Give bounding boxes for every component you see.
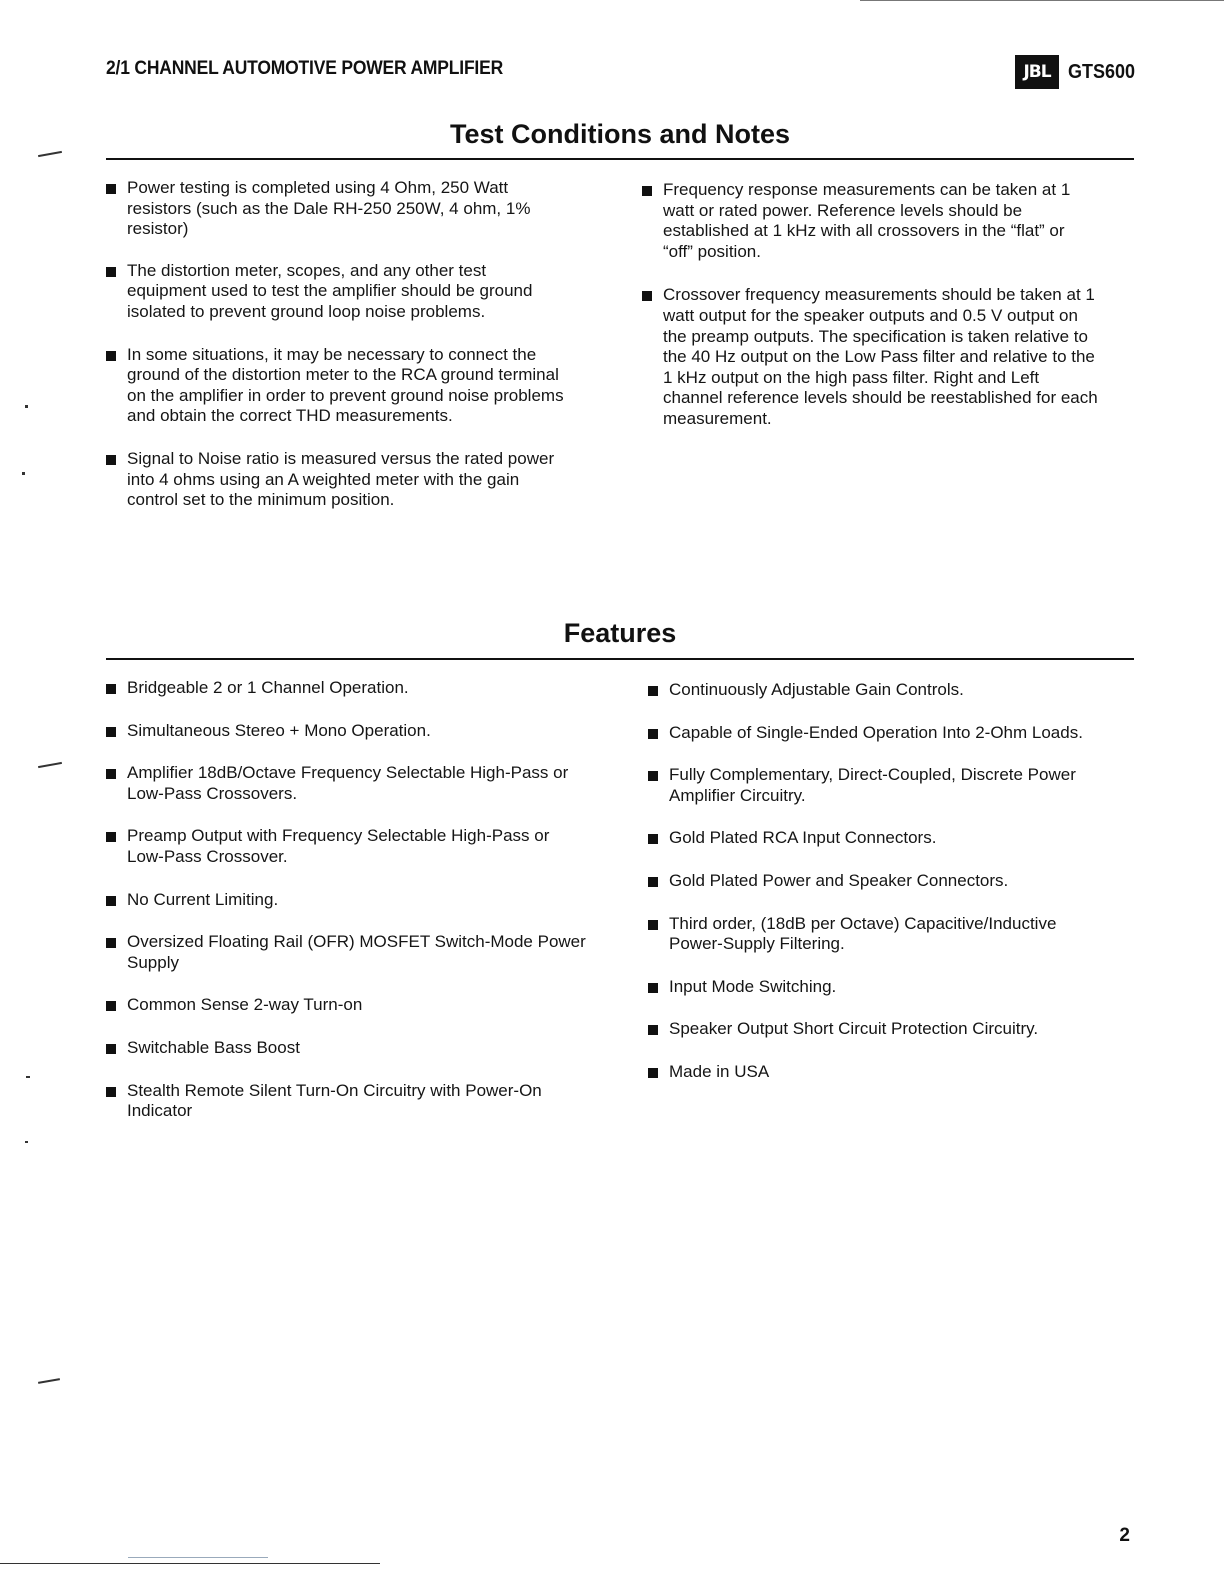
page-number: 2 <box>1119 1525 1130 1546</box>
list-item: The distortion meter, scopes, and any other test equipment used to test the amplifier should be ground isolated to prevent ground loop noise problems. <box>106 261 626 323</box>
list-item: Stealth Remote Silent Turn-On Circuitry with Power-On Indicator <box>106 1081 636 1122</box>
section-divider <box>106 158 1134 160</box>
bullet-icon <box>106 769 116 779</box>
features-title: Features <box>563 618 677 648</box>
scan-edge-line <box>860 0 1224 1</box>
bullet-icon <box>648 686 658 696</box>
list-item: Fully Complementary, Direct-Coupled, Discrete Power Amplifier Circuitry. <box>648 765 1148 806</box>
list-item: Frequency response measurements can be taken at 1 watt or rated power. Reference levels should be established at 1 kHz with all crossovers in the “flat” or “off” position. <box>642 180 1142 262</box>
list-item: In some situations, it may be necessary to connect the ground of the distortion meter to the RCA ground terminal on the amplifier in order to prevent ground noise problems and obtain the correct THD measurements. <box>106 345 626 427</box>
list-item: Input Mode Switching. <box>648 977 1148 998</box>
bullet-icon <box>106 351 116 361</box>
bullet-icon <box>106 1087 116 1097</box>
bullet-icon <box>648 1068 658 1078</box>
bullet-icon <box>106 1044 116 1054</box>
list-item: Signal to Noise ratio is measured versus the rated power into 4 ohms using an A weighted meter with the gain control set to the minimum position. <box>106 449 626 511</box>
bullet-icon <box>106 455 116 465</box>
scan-bottom-line <box>0 1563 380 1564</box>
list-item: Gold Plated Power and Speaker Connectors. <box>648 871 1148 892</box>
bullet-icon <box>648 920 658 930</box>
bullet-icon <box>642 186 652 196</box>
list-item: Simultaneous Stereo + Mono Operation. <box>106 721 636 742</box>
list-item: Speaker Output Short Circuit Protection Circuitry. <box>648 1019 1148 1040</box>
jbl-logo <box>1015 55 1059 89</box>
bullet-icon <box>648 983 658 993</box>
margin-mark <box>38 762 62 768</box>
model-number: GTS600 <box>1068 61 1136 83</box>
list-item: Amplifier 18dB/Octave Frequency Selectable High-Pass or Low-Pass Crossovers. <box>106 763 636 804</box>
bullet-icon <box>106 267 116 277</box>
margin-mark <box>38 1378 60 1384</box>
list-item: Continuously Adjustable Gain Controls. <box>648 680 1148 701</box>
bullet-icon <box>106 896 116 906</box>
bullet-icon <box>648 1025 658 1035</box>
margin-mark <box>26 1076 30 1078</box>
margin-mark <box>25 1141 28 1143</box>
bullet-icon <box>106 184 116 194</box>
bullet-icon <box>648 834 658 844</box>
list-item: Crossover frequency measurements should be taken at 1 watt output for the speaker outputs and 0.5 V output on the preamp outputs. The specification is taken relative to the 40 Hz output on the Low Pass filter and relative to the 1 kHz output on the high pass filter. Right and Left channel reference levels should be reestablished for each measurement. <box>642 285 1142 429</box>
list-item: Capable of Single-Ended Operation Into 2-Ohm Loads. <box>648 723 1148 744</box>
bullet-icon <box>106 684 116 694</box>
jbl-logo-text: JBL <box>1023 62 1051 82</box>
list-item: Switchable Bass Boost <box>106 1038 636 1059</box>
margin-mark <box>22 472 25 475</box>
list-item: No Current Limiting. <box>106 890 636 911</box>
scan-bottom-line <box>128 1557 268 1558</box>
features-right-column <box>648 680 1148 1083</box>
list-item: Common Sense 2-way Turn-on <box>106 995 636 1016</box>
test-conditions-right-column <box>642 180 1142 430</box>
document-heading: 2/1 CHANNEL AUTOMOTIVE POWER AMPLIFIER <box>106 58 504 79</box>
section-divider <box>106 658 1134 660</box>
bullet-icon <box>648 771 658 781</box>
features-left-column <box>106 678 636 1122</box>
bullet-icon <box>106 832 116 842</box>
list-item: Oversized Floating Rail (OFR) MOSFET Switch-Mode Power Supply <box>106 932 636 973</box>
bullet-icon <box>648 729 658 739</box>
list-item: Made in USA <box>648 1062 1148 1083</box>
bullet-icon <box>106 938 116 948</box>
test-conditions-left-column <box>106 178 626 511</box>
margin-mark <box>38 151 62 157</box>
list-item: Bridgeable 2 or 1 Channel Operation. <box>106 678 636 699</box>
list-item: Power testing is completed using 4 Ohm, 250 Watt resistors (such as the Dale RH-250 250W, 4 ohm, 1% resistor) <box>106 178 626 240</box>
margin-mark <box>25 405 28 408</box>
list-item: Gold Plated RCA Input Connectors. <box>648 828 1148 849</box>
test-conditions-title: Test Conditions and Notes <box>449 119 790 149</box>
bullet-icon <box>106 727 116 737</box>
bullet-icon <box>648 877 658 887</box>
list-item: Preamp Output with Frequency Selectable High-Pass or Low-Pass Crossover. <box>106 826 636 867</box>
bullet-icon <box>642 291 652 301</box>
list-item: Third order, (18dB per Octave) Capacitive/Inductive Power-Supply Filtering. <box>648 914 1148 955</box>
bullet-icon <box>106 1001 116 1011</box>
